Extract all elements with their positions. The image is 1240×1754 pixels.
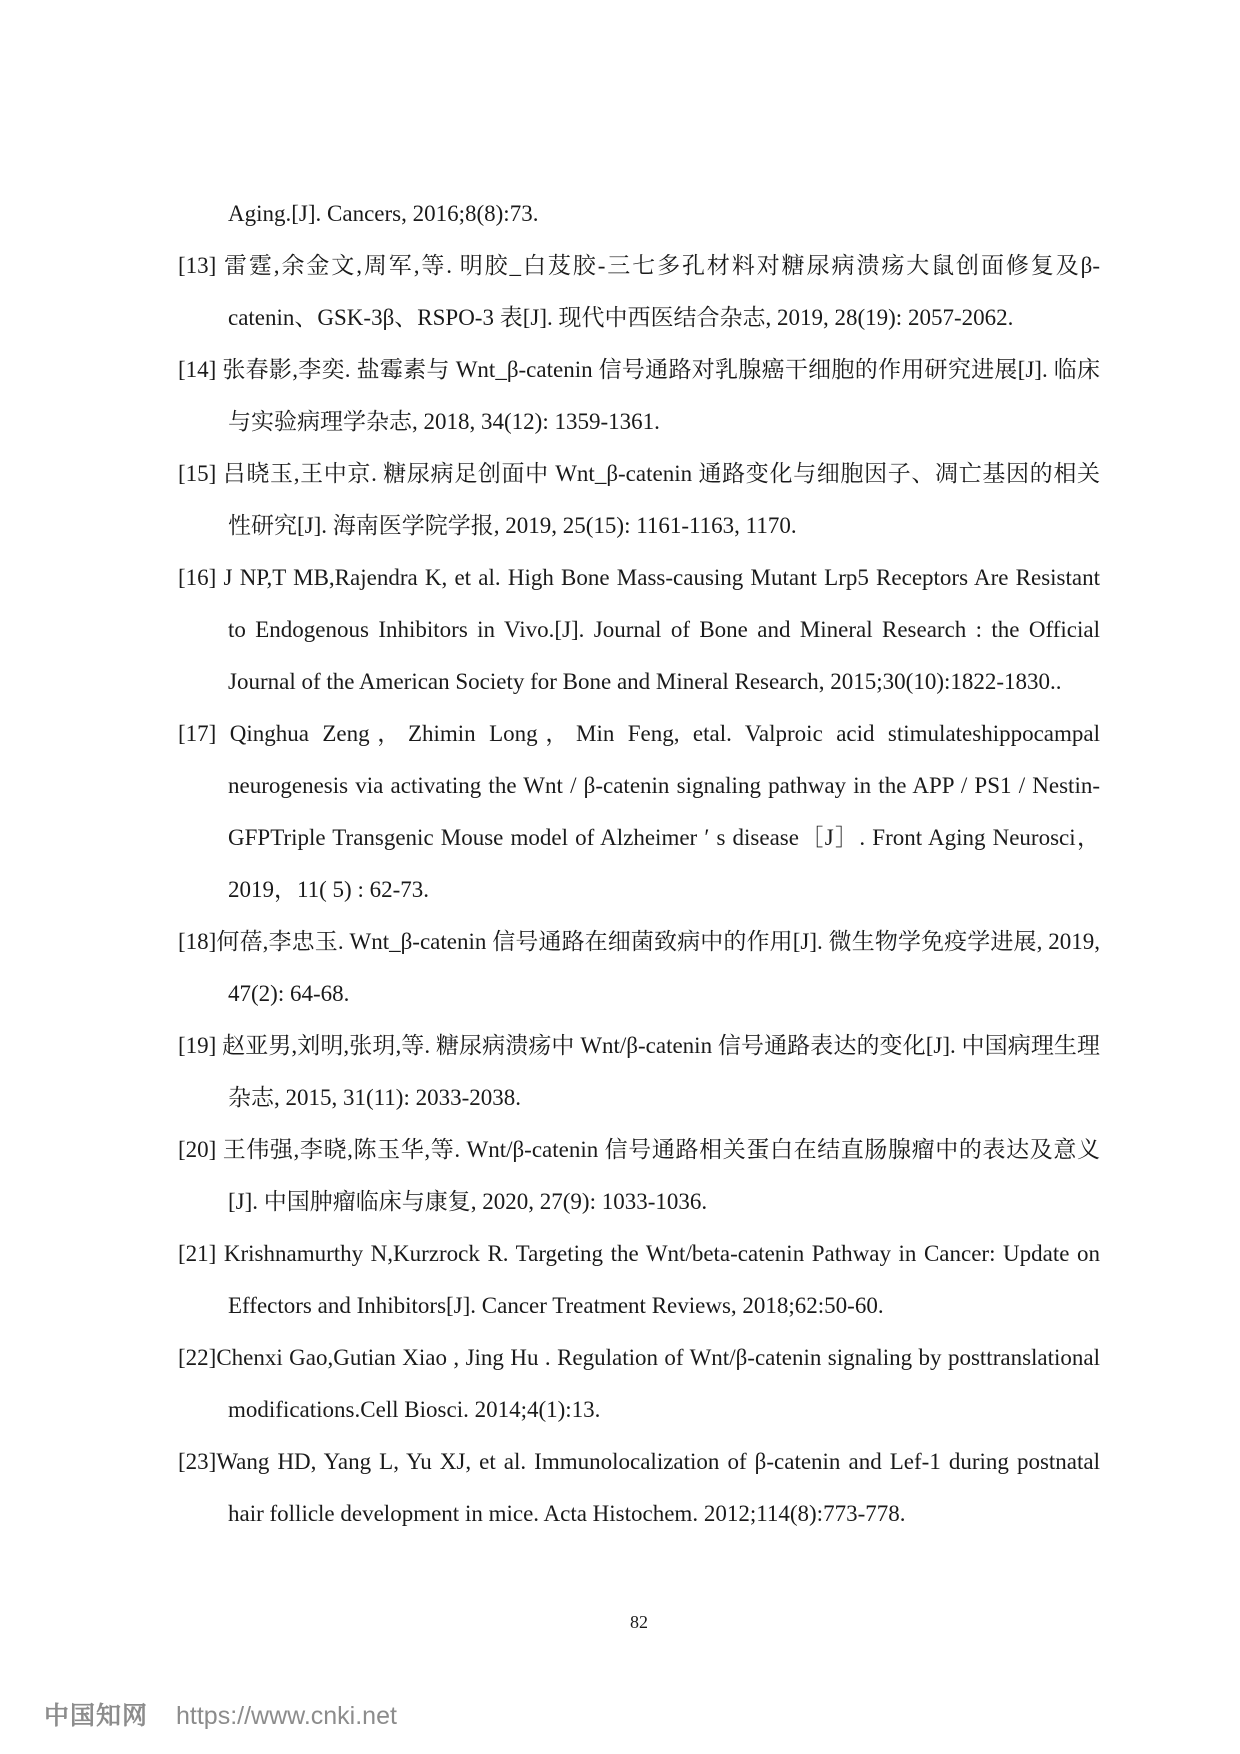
reference-12-continuation: Aging.[J]. Cancers, 2016;8(8):73. xyxy=(228,201,539,226)
reference-14: [14] 张春影,李奕. 盐霉素与 Wnt_β-catenin 信号通路对乳腺癌干细胞的作用研究进展[J]. 临床与实验病理学杂志, 2018, 34(12): 1359-1361. xyxy=(178,357,1100,434)
reference-17: [17] Qinghua Zeng，Zhimin Long，Min Feng, etal. Valproic acid stimulateshippocampal neurogenesis via activating the Wnt / β-catenin signaling pathway in the APP / PS1 / Nestin-GFPTriple Transgenic Mouse model of Alzheimer ′ s disease［J］. Front Aging Neurosci，2019，11( 5) : 62-73. xyxy=(178,721,1100,902)
cnki-url: https://www.cnki.net xyxy=(176,1702,397,1730)
reference-list xyxy=(178,188,1100,1540)
reference-15: [15] 吕晓玉,王中京. 糖尿病足创面中 Wnt_β-catenin 通路变化与细胞因子、凋亡基因的相关性研究[J]. 海南医学院学报, 2019, 25(15): 1161-1163, 1170. xyxy=(178,461,1100,538)
reference-13: [13] 雷霆,余金文,周军,等. 明胶_白芨胶-三七多孔材料对糖尿病溃疡大鼠创面修复及β-catenin、GSK-3β、RSPO-3 表[J]. 现代中西医结合杂志, 2019, 28(19): 2057-2062. xyxy=(178,253,1100,330)
reference-22: [22]Chenxi Gao,Gutian Xiao , Jing Hu . Regulation of Wnt/β-catenin signaling by posttranslational modifications.Cell Biosci. 2014;4(1):13. xyxy=(178,1345,1100,1422)
cnki-watermark xyxy=(44,1696,397,1732)
reference-18: [18]何蓓,李忠玉. Wnt_β-catenin 信号通路在细菌致病中的作用[J]. 微生物学免疫学进展, 2019, 47(2): 64-68. xyxy=(178,929,1100,1006)
cnki-logo-text: 中国知网 xyxy=(44,1701,149,1730)
reference-23: [23]Wang HD, Yang L, Yu XJ, et al. Immunolocalization of β-catenin and Lef-1 during postnatal hair follicle development in mice. Acta Histochem. 2012;114(8):773-778. xyxy=(178,1449,1100,1526)
reference-19: [19] 赵亚男,刘明,张玥,等. 糖尿病溃疡中 Wnt/β-catenin 信号通路表达的变化[J]. 中国病理生理杂志, 2015, 31(11): 2033-2038. xyxy=(178,1033,1100,1110)
page-number: 82 xyxy=(630,1612,648,1632)
reference-16: [16] J NP,T MB,Rajendra K, et al. High Bone Mass-causing Mutant Lrp5 Receptors Are Resistant to Endogenous Inhibitors in Vivo.[J]. Journal of Bone and Mineral Research : the Official Journal of the American Society for Bone and Mineral Research, 2015;30(10):1822-1830.. xyxy=(178,565,1100,694)
reference-20: [20] 王伟强,李晓,陈玉华,等. Wnt/β-catenin 信号通路相关蛋白在结直肠腺瘤中的表达及意义[J]. 中国肿瘤临床与康复, 2020, 27(9): 1033-1036. xyxy=(178,1137,1100,1214)
reference-21: [21] Krishnamurthy N,Kurzrock R. Targeting the Wnt/beta-catenin Pathway in Cancer: Update on Effectors and Inhibitors[J]. Cancer Treatment Reviews, 2018;62:50-60. xyxy=(178,1241,1100,1318)
